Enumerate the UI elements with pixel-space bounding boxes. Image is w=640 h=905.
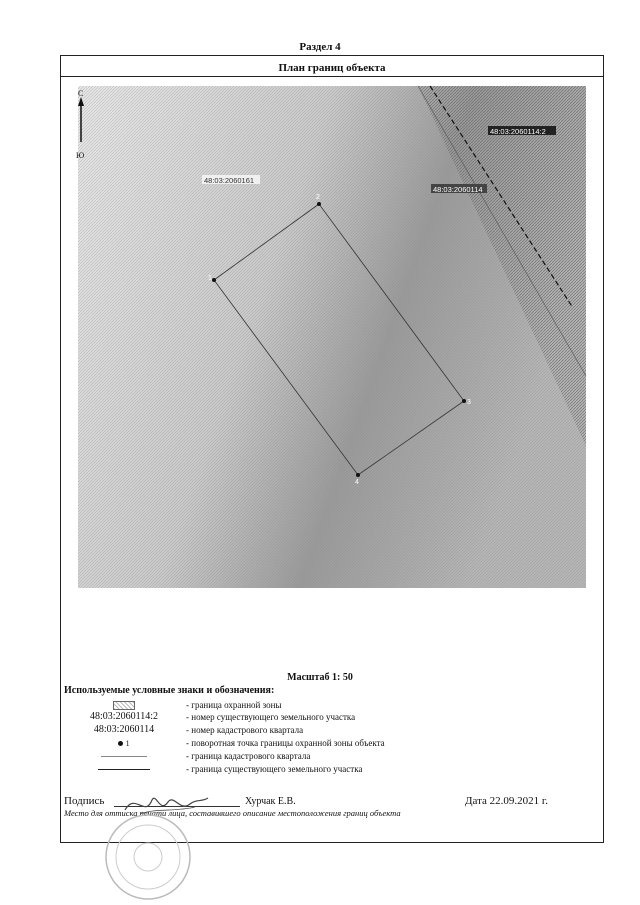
turn-point bbox=[462, 399, 466, 403]
point-label: 2 bbox=[316, 194, 320, 201]
signature-label: Подпись bbox=[64, 795, 105, 807]
parcel-border-symbol bbox=[64, 763, 184, 775]
turn-point bbox=[212, 278, 216, 282]
section-title: Раздел 4 bbox=[299, 41, 341, 53]
stamp bbox=[103, 812, 193, 902]
stamp-caption: Место для оттиска печати лица, составившего описание местоположения границ объекта bbox=[64, 808, 401, 818]
quarter-number-label: 48:03:2060114 bbox=[433, 185, 483, 194]
legend-desc: - граница кадастрового квартала bbox=[186, 751, 311, 761]
legend-desc: - поворотная точка границы охранной зоны объекта bbox=[186, 738, 385, 748]
legend-symbol-text: 1 bbox=[125, 739, 130, 748]
north-label: С bbox=[78, 89, 84, 98]
signer-name: Хурчак Е.В. bbox=[245, 796, 296, 807]
legend-title: Используемые условные знаки и обозначения: bbox=[64, 685, 275, 696]
point-label: 4 bbox=[355, 479, 359, 486]
point-label: 1 bbox=[208, 275, 212, 282]
legend-desc: - граница существующего земельного участка bbox=[186, 764, 363, 774]
legend-symbol: 48:03:2060114 bbox=[93, 724, 155, 735]
plan-title: План границ объекта bbox=[61, 56, 603, 77]
boundary-map bbox=[78, 86, 586, 588]
zone-border-symbol bbox=[64, 699, 184, 711]
legend-desc: - номер существующего земельного участка bbox=[186, 712, 356, 722]
map-svg bbox=[78, 86, 586, 588]
turn-point bbox=[356, 473, 360, 477]
quarter-number-label: 48:03:2060161 bbox=[204, 176, 255, 185]
parcel-number-label: 48:03:2060114:2 bbox=[490, 127, 546, 136]
quarter-border-symbol bbox=[64, 750, 184, 762]
legend-desc: - граница охранной зоны bbox=[186, 700, 282, 710]
legend-desc: - номер кадастрового квартала bbox=[186, 725, 304, 735]
south-label: Ю bbox=[76, 151, 85, 160]
point-label: 3 bbox=[467, 399, 471, 406]
legend-symbol: 48:03:2060114:2 bbox=[90, 711, 158, 722]
turn-point bbox=[317, 202, 321, 206]
turn-point-symbol bbox=[64, 737, 184, 750]
signature-date: Дата 22.09.2021 г. bbox=[465, 795, 548, 807]
map-scale: Масштаб 1: 50 bbox=[287, 672, 353, 683]
